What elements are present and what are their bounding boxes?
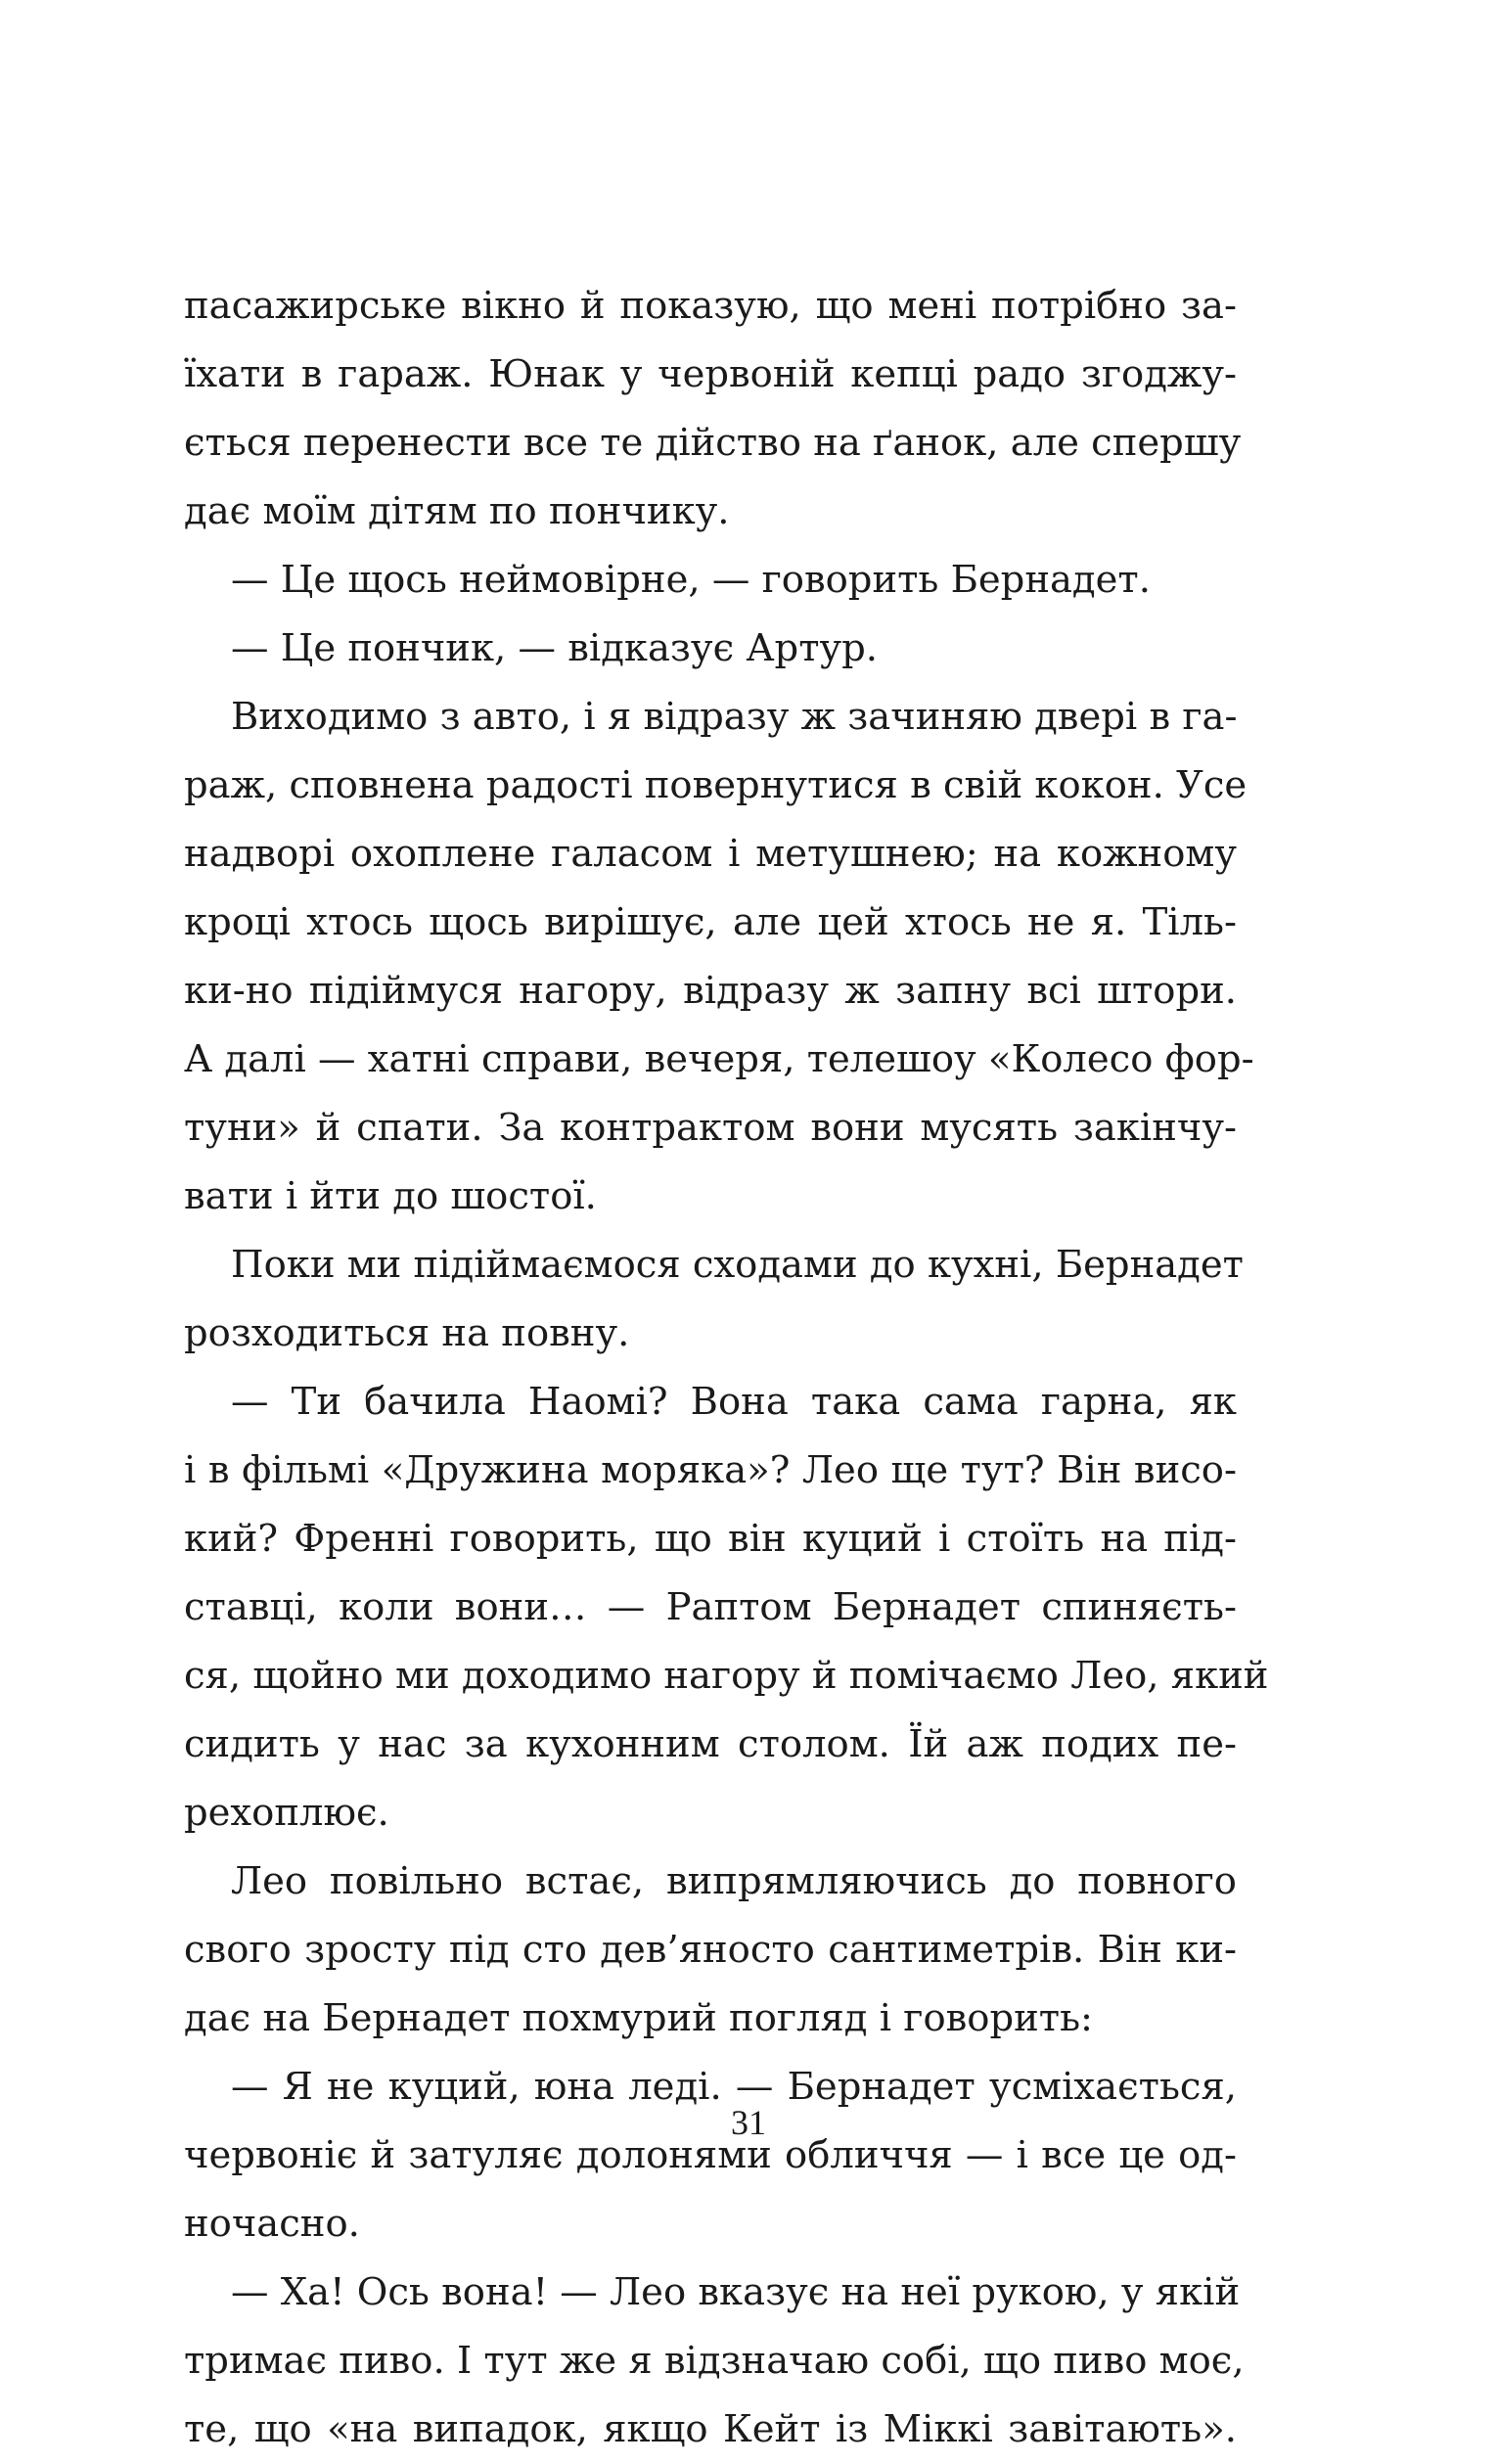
text-line: вати і йти до шостої. [184, 1174, 597, 1218]
text-line: червоніє й затуляє долонями обличчя — і все це од- [184, 2133, 1237, 2177]
text-line: ся, щойно ми доходимо нагору й помічаємо Лео, який [184, 1654, 1269, 1698]
text-line: кий? Френні говорить, що він куций і стоїть на під- [184, 1517, 1237, 1561]
text-line: ставці, коли вони… — Раптом Бернадет спиняєть- [184, 1585, 1237, 1629]
text-line: — Це щось неймовірне, — говорить Бернадет. [231, 558, 1151, 602]
text-line: — Ти бачила Наомі? Вона така сама гарна, як [231, 1380, 1237, 1424]
text-line: рехоплює. [184, 1791, 389, 1835]
text-line: А далі — хатні справи, вечеря, телешоу «Колесо фор- [184, 1037, 1254, 1081]
text-line: і в фільмі «Дружина моряка»? Лео ще тут? Він висо- [184, 1448, 1237, 1492]
text-line: — Ха! Ось вона! — Лео вказує на неї рукою, у якій [231, 2270, 1241, 2314]
text-line: сидить у нас за кухонним столом. Їй аж подих пе- [184, 1722, 1237, 1766]
text-line: ночасно. [184, 2202, 360, 2246]
text-line: Лео повільно встає, випрямляючись до повного [231, 1859, 1237, 1903]
text-line: надворі охоплене галасом і метушнею; на кожному [184, 832, 1237, 876]
text-line: — Я не куций, юна леді. — Бернадет усміхається, [231, 2065, 1237, 2109]
text-line: — Це пончик, — відказує Артур. [231, 626, 879, 670]
page-number: 31 [731, 2103, 766, 2142]
text-line: пасажирське вікно й показую, що мені потрібно за- [184, 284, 1237, 328]
text-line: дає на Бернадет похмурий погляд і говорить: [184, 1996, 1094, 2040]
text-line: ється перенести все те дійство на ґанок, але спершу [184, 421, 1242, 465]
text-line: їхати в гараж. Юнак у червоній кепці радо згоджу- [184, 352, 1237, 396]
text-line: Виходимо з авто, і я відразу ж зачиняю двері в га- [231, 695, 1238, 739]
text-line: кроці хтось щось вирішує, але цей хтось не я. Тіль- [184, 900, 1237, 944]
text-line: Поки ми підіймаємося сходами до кухні, Бернадет [231, 1243, 1244, 1287]
text-line: тримає пиво. І тут же я відзначаю собі, що пиво моє, [184, 2339, 1245, 2383]
text-line: розходиться на повну. [184, 1311, 630, 1355]
text-line: дає моїм дітям по пончику. [184, 489, 730, 533]
text-line: свого зросту під сто дев’яносто сантиметрів. Він ки- [184, 1928, 1237, 1972]
text-line: ки-но підіймуся нагору, відразу ж запну всі штори. [184, 969, 1237, 1013]
text-line: туни» й спати. За контрактом вони мусять закінчу- [184, 1106, 1237, 1150]
text-line: те, що «на випадок, якщо Кейт із Міккі завітають». [184, 2407, 1237, 2451]
text-line: раж, сповнена радості повернутися в свій кокон. Усе [184, 763, 1248, 807]
